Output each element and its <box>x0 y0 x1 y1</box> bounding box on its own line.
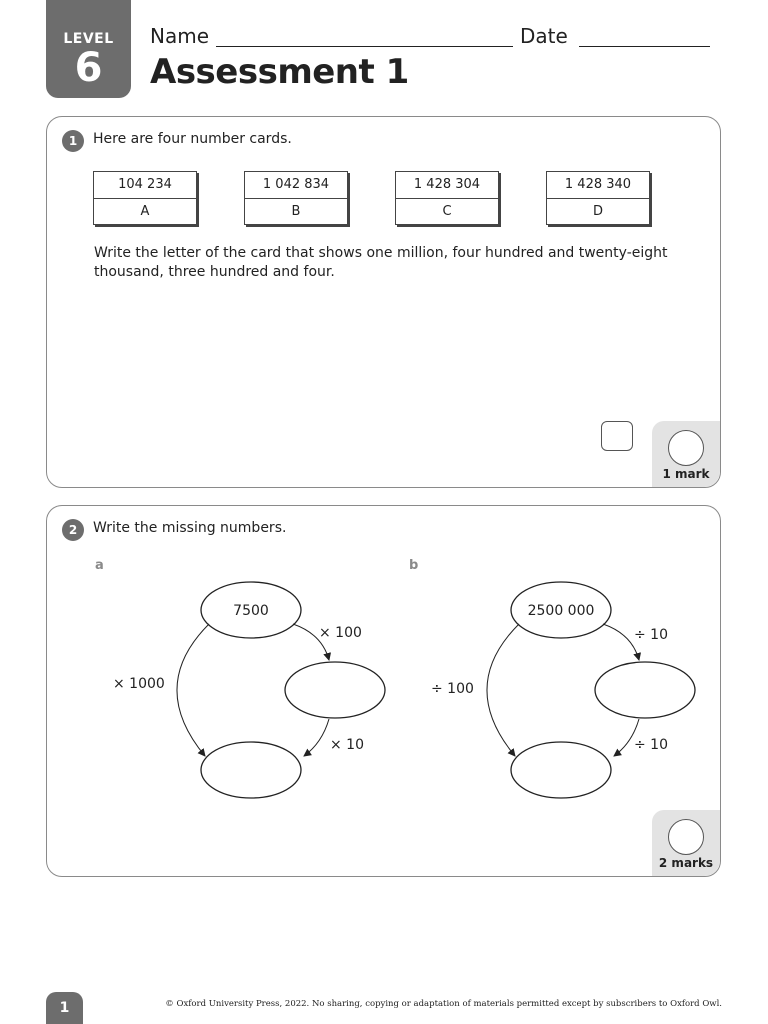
question-2-number: 2 <box>62 519 84 541</box>
part-a-op-bottom: × 10 <box>330 737 364 753</box>
card-value: 104 234 <box>94 172 196 199</box>
card-value: 1 042 834 <box>245 172 347 199</box>
part-b-diagram <box>431 582 695 798</box>
level-label: LEVEL <box>63 31 114 47</box>
part-b-end-oval[interactable] <box>511 742 611 798</box>
part-a-end-oval[interactable] <box>201 742 301 798</box>
part-b-op-left: ÷ 100 <box>431 681 474 697</box>
number-card-a <box>93 171 197 225</box>
copyright-notice: © Oxford University Press, 2022. No sharing, copying or adaptation of materials permitted except by subscribers to Oxford Owl. <box>165 999 722 1009</box>
page-title: Assessment 1 <box>150 52 409 92</box>
card-letter: D <box>592 204 603 219</box>
mark-label: 2 marks <box>658 856 714 870</box>
part-b-left-arrow <box>487 624 519 756</box>
mark-circle[interactable] <box>668 819 704 855</box>
question-1-panel <box>46 116 721 488</box>
part-b-middle-oval[interactable] <box>595 662 695 718</box>
part-a-op-left: × 1000 <box>113 676 165 692</box>
question-2-prompt: Write the missing numbers. <box>93 520 287 536</box>
part-a-bottom-arrow <box>304 719 329 756</box>
name-label: Name <box>150 24 210 48</box>
mark-circle[interactable] <box>668 430 704 466</box>
question-2-panel <box>46 505 721 877</box>
card-letter: C <box>442 204 452 219</box>
part-b-op-top: ÷ 10 <box>634 627 668 643</box>
card-letter: B <box>291 204 301 219</box>
question-1-instruction-line-2: thousand, three hundred and four. <box>94 264 335 280</box>
question-1-number: 1 <box>62 130 84 152</box>
card-value: 1 428 304 <box>396 172 498 199</box>
mark-label: 1 mark <box>662 467 710 481</box>
part-a-middle-oval[interactable] <box>285 662 385 718</box>
part-a-label: a <box>95 558 104 573</box>
card-letter: A <box>140 204 150 219</box>
question-1-prompt: Here are four number cards. <box>93 131 292 147</box>
mark-tab <box>652 810 720 876</box>
question-1-instruction-line-1: Write the letter of the card that shows one million, four hundred and twenty-eight <box>94 245 668 261</box>
page-number: 1 <box>46 992 83 1024</box>
part-a-left-arrow <box>177 624 209 756</box>
card-value: 1 428 340 <box>547 172 649 199</box>
name-field[interactable] <box>216 46 513 47</box>
level-badge <box>46 0 131 98</box>
part-b-start-value: 2500 000 <box>527 603 595 619</box>
part-a-op-top: × 100 <box>319 625 362 641</box>
missing-numbers-diagram <box>47 506 722 878</box>
part-a-diagram <box>113 582 385 798</box>
date-label: Date <box>520 24 568 48</box>
answer-box[interactable] <box>601 421 633 451</box>
part-a-start-value: 7500 <box>233 603 269 619</box>
part-b-op-bottom: ÷ 10 <box>634 737 668 753</box>
number-card-d <box>546 171 650 225</box>
number-card-b <box>244 171 348 225</box>
number-card-c <box>395 171 499 225</box>
level-number: 6 <box>74 45 103 91</box>
mark-tab <box>652 421 720 487</box>
date-field[interactable] <box>579 46 710 47</box>
part-b-label: b <box>409 558 419 573</box>
